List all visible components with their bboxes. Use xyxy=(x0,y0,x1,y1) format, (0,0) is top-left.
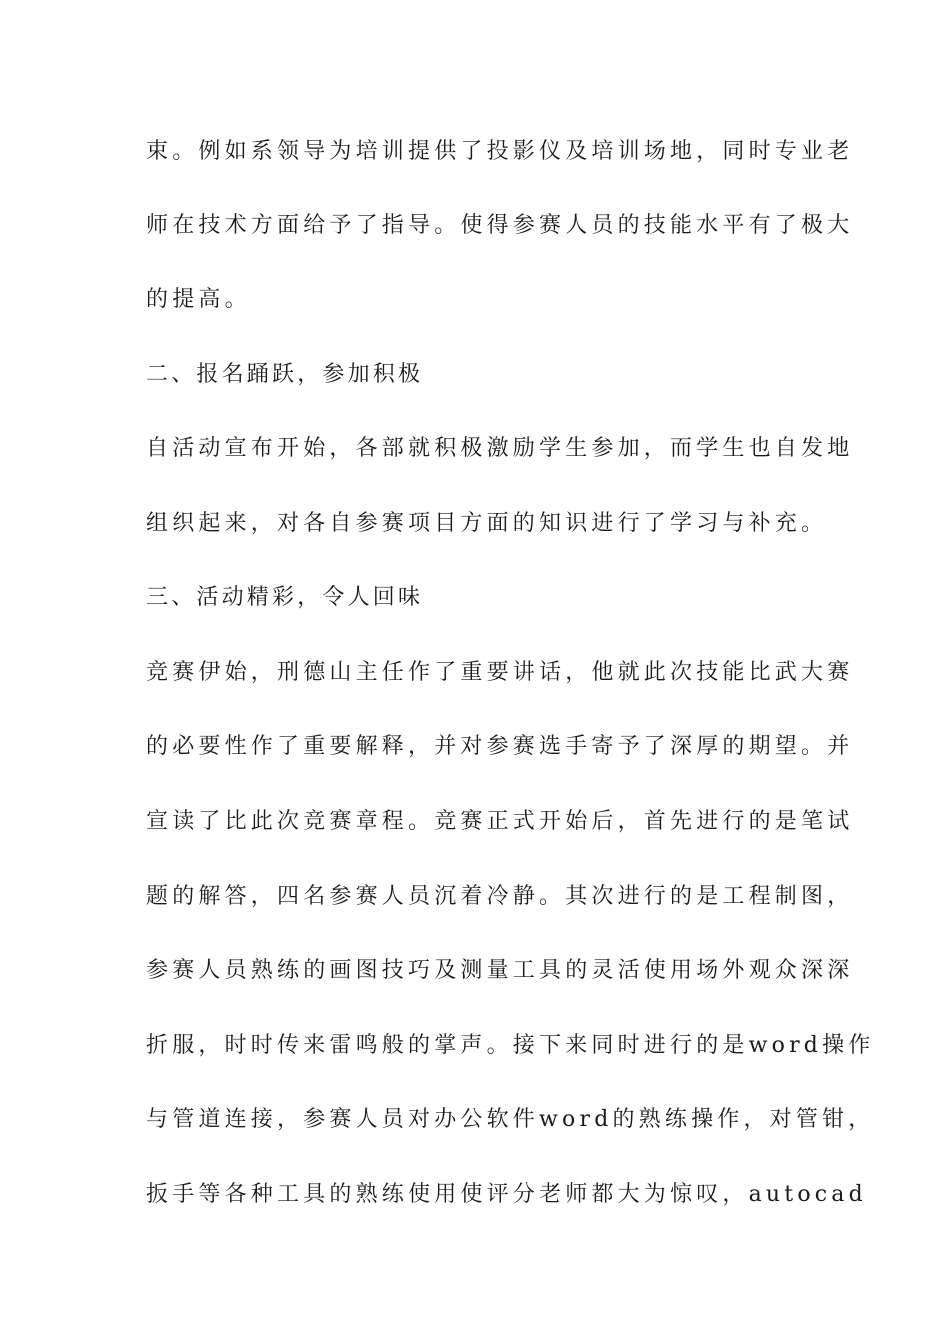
paragraph-line: 组织起来，对各自参赛项目方面的知识进行了学习与补充。 xyxy=(146,511,828,536)
paragraph-line: 宣读了比此次竞赛章程。竞赛正式开始后，首先进行的是笔试 xyxy=(146,809,854,834)
paragraph-line: 竞赛伊始，刑德山主任作了重要讲话，他就此次技能比武大赛 xyxy=(146,660,854,685)
paragraph-line: 的必要性作了重要解释，并对参赛选手寄予了深厚的期望。并 xyxy=(146,734,854,759)
paragraph-line: 与管道连接，参赛人员对办公软件word的熟练操作，对管钳， xyxy=(146,1107,875,1132)
section-heading: 三、活动精彩，令人回味 xyxy=(146,585,424,610)
paragraph-line: 题的解答，四名参赛人员沉着冷静。其次进行的是工程制图， xyxy=(146,884,854,909)
paragraph-line: 师在技术方面给予了指导。使得参赛人员的技能水平有了极大 xyxy=(146,213,854,238)
paragraph-line: 的提高。 xyxy=(146,287,251,312)
section-heading: 二、报名踊跃，参加积极 xyxy=(146,362,424,387)
paragraph-line: 扳手等各种工具的熟练使用使评分老师都大为惊叹，autocad xyxy=(146,1182,867,1207)
paragraph-line: 束。例如系领导为培训提供了投影仪及培训场地，同时专业老 xyxy=(146,139,854,164)
paragraph-line: 自活动宣布开始，各部就积极激励学生参加，而学生也自发地 xyxy=(146,436,854,461)
paragraph-line: 参赛人员熟练的画图技巧及测量工具的灵活使用场外观众深深 xyxy=(146,958,854,983)
paragraph-line: 折服，时时传来雷鸣般的掌声。接下来同时进行的是word操作 xyxy=(146,1033,875,1058)
